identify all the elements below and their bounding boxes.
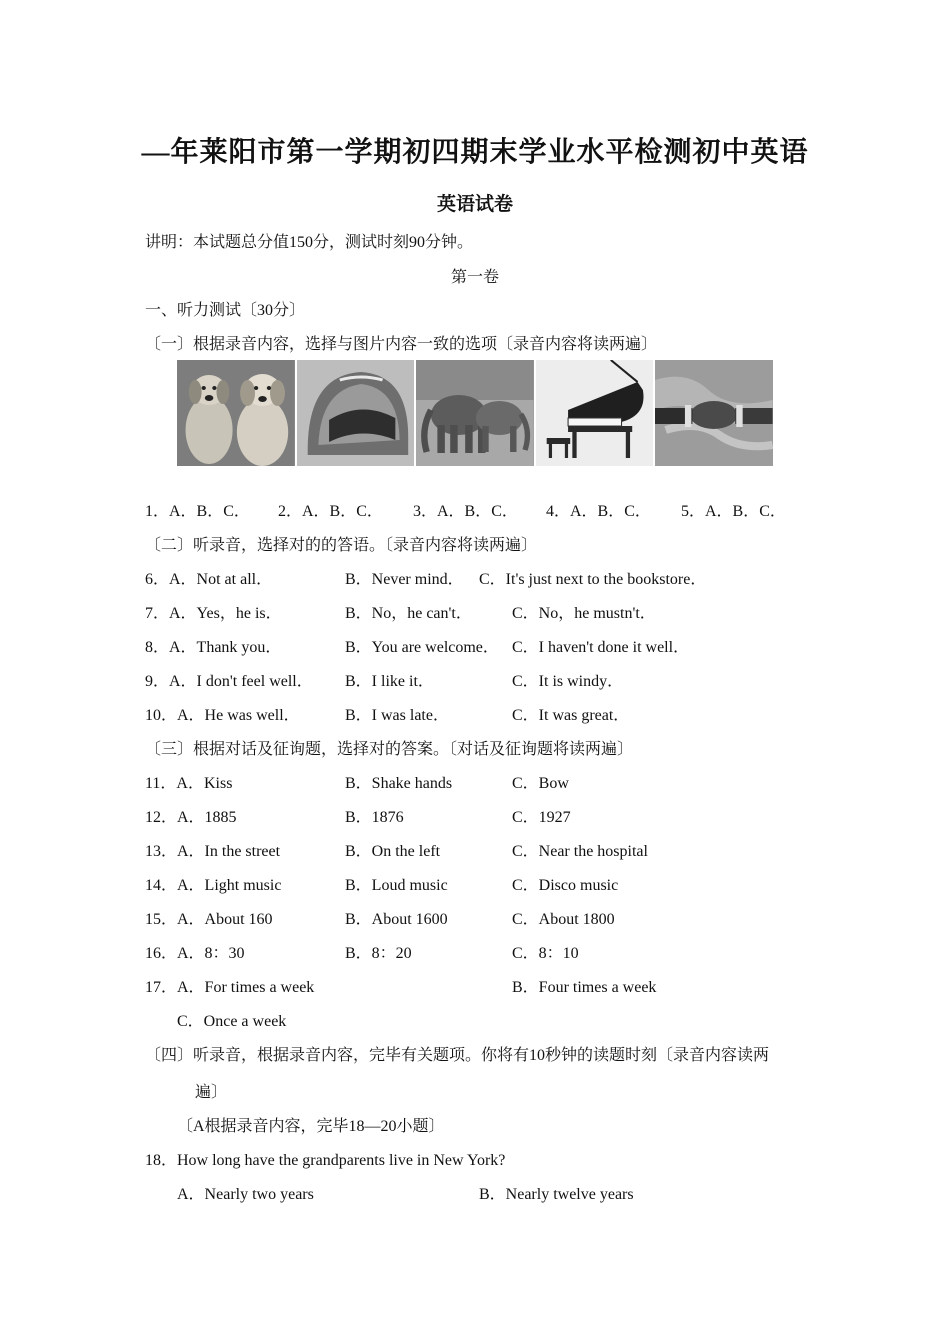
question-row bbox=[0, 838, 950, 862]
option-b: B．8：20 bbox=[345, 945, 412, 962]
option-b: B．Never mind． bbox=[345, 571, 464, 588]
helmet-photo bbox=[297, 360, 415, 466]
question-row bbox=[0, 906, 950, 930]
answer-option-4: 4．A．B．C． bbox=[546, 503, 651, 520]
picture-strip bbox=[177, 360, 773, 466]
option-c: C．Near the hospital bbox=[512, 843, 648, 860]
option-c: C．8：10 bbox=[512, 945, 579, 962]
answer-option-1: 1．A．B．C． bbox=[145, 503, 250, 520]
section-heading-listening: 一、听力测试〔30分〕 bbox=[145, 302, 306, 319]
answer-option-5: 5．A．B．C． bbox=[681, 503, 786, 520]
option-c: C．Disco music bbox=[512, 877, 619, 894]
option-a: 11．A．Kiss bbox=[145, 775, 233, 792]
question-row bbox=[0, 1181, 950, 1205]
option-a: 13．A．In the street bbox=[145, 843, 281, 860]
option-b: B．About 1600 bbox=[345, 911, 448, 928]
elephants-photo bbox=[416, 360, 534, 466]
option-b: B．I was late． bbox=[345, 707, 449, 724]
option-a: 8．A．Thank you． bbox=[145, 639, 282, 656]
part2-instruction: 〔二〕听录音，选择对的的答语。〔录音内容将读两遍〕 bbox=[145, 537, 538, 554]
page-subtitle: 英语试卷 bbox=[436, 194, 513, 215]
option-c: C．Bow bbox=[512, 775, 569, 792]
part4-sub-a: 〔A根据录音内容，完毕18—20小题〕 bbox=[177, 1118, 445, 1135]
question-row bbox=[0, 600, 950, 624]
option-a: A．Nearly two years bbox=[177, 1186, 314, 1203]
part3-instruction: 〔三〕根据对话及征询题，选择对的答案。〔对话及征询题将读两遍〕 bbox=[145, 741, 634, 758]
option-b: B．I like it． bbox=[345, 673, 434, 690]
option-a: 15．A．About 160 bbox=[145, 911, 273, 928]
option-b: B．Loud music bbox=[345, 877, 448, 894]
puppies-photo bbox=[177, 360, 295, 466]
volume-heading: 第一卷 bbox=[450, 269, 499, 286]
question-row bbox=[0, 804, 950, 828]
question-18: 18．How long have the grandparents live in New York? bbox=[145, 1152, 506, 1169]
part4-instruction-cont: 遍〕 bbox=[195, 1084, 228, 1101]
option-a: 14．A．Light music bbox=[145, 877, 282, 894]
option-a: 16．A．8：30 bbox=[145, 945, 245, 962]
question-row bbox=[0, 634, 950, 658]
exam-note: 讲明：本试题总分值150分，测试时刻90分钟。 bbox=[145, 234, 474, 251]
option-c: C．It is windy． bbox=[512, 673, 624, 690]
option-a: 9．A．I don't feel well． bbox=[145, 673, 313, 690]
option-c: C．It's just next to the bookstore． bbox=[479, 571, 707, 588]
option-b: B．Shake hands bbox=[345, 775, 453, 792]
question-row bbox=[0, 1008, 950, 1032]
question-row bbox=[0, 872, 950, 896]
answer-option-2: 2．A．B．C． bbox=[278, 503, 383, 520]
option-b: B．No，he can't． bbox=[345, 605, 472, 622]
option-c: C．No，he mustn't． bbox=[512, 605, 656, 622]
option-b: B．On the left bbox=[345, 843, 441, 860]
question-row bbox=[0, 974, 950, 998]
question-row bbox=[0, 940, 950, 964]
option-a: 6．A．Not at all． bbox=[145, 571, 273, 588]
part4-instruction: 〔四〕听录音，根据录音内容，完毕有关题项。你将有10秒钟的读题时刻〔录音内容读两 bbox=[145, 1047, 770, 1064]
option-b: B．Nearly twelve years bbox=[479, 1186, 634, 1203]
option-b: B．Four times a week bbox=[512, 979, 657, 996]
option-c: C．Once a week bbox=[177, 1013, 287, 1030]
option-b: B．You are welcome． bbox=[345, 639, 499, 656]
question-row bbox=[0, 668, 950, 692]
answer-option-3: 3．A．B．C． bbox=[413, 503, 518, 520]
question-row bbox=[0, 566, 950, 590]
option-c: C．1927 bbox=[512, 809, 571, 826]
part1-instruction: 〔一〕根据录音内容，选择与图片内容一致的选项〔录音内容将读两遍〕 bbox=[145, 336, 658, 353]
option-a: 12．A．1885 bbox=[145, 809, 237, 826]
page-title: —年莱阳市第一学期初四期末学业水平检测初中英语 bbox=[141, 137, 809, 168]
option-c: C．I haven't done it well． bbox=[512, 639, 690, 656]
option-a: 17．A．For times a week bbox=[145, 979, 315, 996]
option-a: 7．A．Yes，he is． bbox=[145, 605, 282, 622]
question-row bbox=[0, 702, 950, 726]
option-b: B．1876 bbox=[345, 809, 404, 826]
question-row bbox=[0, 770, 950, 794]
option-c: C．About 1800 bbox=[512, 911, 615, 928]
handshake-photo bbox=[655, 360, 773, 466]
piano-photo bbox=[536, 360, 654, 466]
option-a: 10．A．He was well． bbox=[145, 707, 300, 724]
option-c: C．It was great． bbox=[512, 707, 630, 724]
